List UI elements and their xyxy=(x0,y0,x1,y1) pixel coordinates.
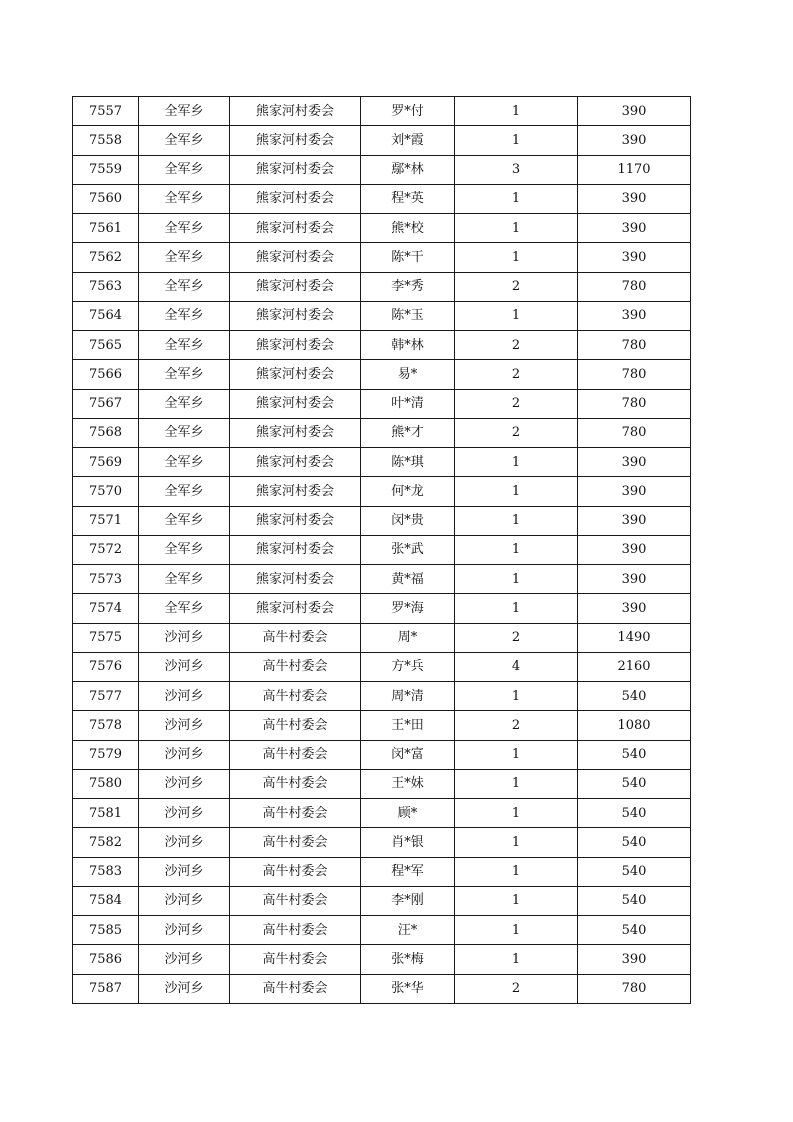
amount-cell: 1080 xyxy=(578,711,691,740)
village-committee-cell: 高牛村委会 xyxy=(230,857,361,886)
amount-cell: 780 xyxy=(578,389,691,418)
household-count-cell: 1 xyxy=(455,740,578,769)
household-count-cell: 1 xyxy=(455,477,578,506)
amount-cell: 390 xyxy=(578,448,691,477)
roster-table xyxy=(72,96,691,1004)
table-row xyxy=(73,477,691,506)
amount-cell: 780 xyxy=(578,360,691,389)
amount-cell: 540 xyxy=(578,886,691,915)
table-row xyxy=(73,652,691,681)
recipient-name-cell: 王*妹 xyxy=(361,769,455,798)
roster-table-body xyxy=(73,97,691,1004)
amount-cell: 1170 xyxy=(578,155,691,184)
record-number-cell: 7559 xyxy=(73,155,139,184)
record-number-cell: 7574 xyxy=(73,594,139,623)
table-row xyxy=(73,974,691,1003)
record-number-cell: 7564 xyxy=(73,301,139,330)
amount-cell: 540 xyxy=(578,916,691,945)
table-row xyxy=(73,448,691,477)
township-cell: 全军乡 xyxy=(139,360,230,389)
record-number-cell: 7567 xyxy=(73,389,139,418)
record-number-cell: 7557 xyxy=(73,97,139,126)
village-committee-cell: 高牛村委会 xyxy=(230,623,361,652)
amount-cell: 780 xyxy=(578,974,691,1003)
recipient-name-cell: 何*龙 xyxy=(361,477,455,506)
township-cell: 沙河乡 xyxy=(139,682,230,711)
recipient-name-cell: 张*梅 xyxy=(361,945,455,974)
record-number-cell: 7561 xyxy=(73,214,139,243)
amount-cell: 390 xyxy=(578,565,691,594)
record-number-cell: 7584 xyxy=(73,886,139,915)
village-committee-cell: 熊家河村委会 xyxy=(230,418,361,447)
recipient-name-cell: 汪* xyxy=(361,916,455,945)
recipient-name-cell: 王*田 xyxy=(361,711,455,740)
village-committee-cell: 熊家河村委会 xyxy=(230,301,361,330)
village-committee-cell: 熊家河村委会 xyxy=(230,448,361,477)
record-number-cell: 7562 xyxy=(73,243,139,272)
table-row xyxy=(73,682,691,711)
household-count-cell: 1 xyxy=(455,828,578,857)
table-row xyxy=(73,828,691,857)
household-count-cell: 1 xyxy=(455,682,578,711)
record-number-cell: 7577 xyxy=(73,682,139,711)
recipient-name-cell: 熊*才 xyxy=(361,418,455,447)
village-committee-cell: 高牛村委会 xyxy=(230,974,361,1003)
record-number-cell: 7578 xyxy=(73,711,139,740)
household-count-cell: 2 xyxy=(455,974,578,1003)
recipient-name-cell: 熊*校 xyxy=(361,214,455,243)
amount-cell: 390 xyxy=(578,243,691,272)
township-cell: 全军乡 xyxy=(139,477,230,506)
township-cell: 沙河乡 xyxy=(139,652,230,681)
village-committee-cell: 高牛村委会 xyxy=(230,652,361,681)
township-cell: 沙河乡 xyxy=(139,799,230,828)
township-cell: 沙河乡 xyxy=(139,740,230,769)
recipient-name-cell: 罗*付 xyxy=(361,97,455,126)
village-committee-cell: 熊家河村委会 xyxy=(230,126,361,155)
record-number-cell: 7587 xyxy=(73,974,139,1003)
table-row xyxy=(73,594,691,623)
household-count-cell: 1 xyxy=(455,565,578,594)
township-cell: 全军乡 xyxy=(139,535,230,564)
village-committee-cell: 熊家河村委会 xyxy=(230,506,361,535)
recipient-name-cell: 黄*福 xyxy=(361,565,455,594)
table-row xyxy=(73,389,691,418)
township-cell: 沙河乡 xyxy=(139,711,230,740)
township-cell: 全军乡 xyxy=(139,155,230,184)
table-row xyxy=(73,711,691,740)
record-number-cell: 7560 xyxy=(73,184,139,213)
record-number-cell: 7585 xyxy=(73,916,139,945)
table-row xyxy=(73,126,691,155)
table-row xyxy=(73,857,691,886)
table-row xyxy=(73,418,691,447)
amount-cell: 390 xyxy=(578,945,691,974)
amount-cell: 390 xyxy=(578,477,691,506)
household-count-cell: 1 xyxy=(455,916,578,945)
record-number-cell: 7583 xyxy=(73,857,139,886)
township-cell: 全军乡 xyxy=(139,184,230,213)
record-number-cell: 7563 xyxy=(73,272,139,301)
household-count-cell: 2 xyxy=(455,711,578,740)
record-number-cell: 7565 xyxy=(73,331,139,360)
table-row xyxy=(73,916,691,945)
household-count-cell: 1 xyxy=(455,535,578,564)
table-row xyxy=(73,214,691,243)
amount-cell: 540 xyxy=(578,740,691,769)
township-cell: 沙河乡 xyxy=(139,886,230,915)
household-count-cell: 2 xyxy=(455,272,578,301)
township-cell: 沙河乡 xyxy=(139,828,230,857)
village-committee-cell: 高牛村委会 xyxy=(230,916,361,945)
household-count-cell: 1 xyxy=(455,448,578,477)
township-cell: 沙河乡 xyxy=(139,857,230,886)
record-number-cell: 7571 xyxy=(73,506,139,535)
table-row xyxy=(73,535,691,564)
village-committee-cell: 高牛村委会 xyxy=(230,740,361,769)
amount-cell: 780 xyxy=(578,331,691,360)
recipient-name-cell: 张*华 xyxy=(361,974,455,1003)
amount-cell: 780 xyxy=(578,418,691,447)
township-cell: 全军乡 xyxy=(139,301,230,330)
amount-cell: 390 xyxy=(578,184,691,213)
village-committee-cell: 熊家河村委会 xyxy=(230,594,361,623)
village-committee-cell: 熊家河村委会 xyxy=(230,360,361,389)
village-committee-cell: 熊家河村委会 xyxy=(230,243,361,272)
township-cell: 全军乡 xyxy=(139,389,230,418)
village-committee-cell: 高牛村委会 xyxy=(230,799,361,828)
amount-cell: 540 xyxy=(578,828,691,857)
table-row xyxy=(73,799,691,828)
recipient-name-cell: 陈*琪 xyxy=(361,448,455,477)
village-committee-cell: 熊家河村委会 xyxy=(230,97,361,126)
record-number-cell: 7575 xyxy=(73,623,139,652)
amount-cell: 390 xyxy=(578,126,691,155)
household-count-cell: 1 xyxy=(455,301,578,330)
recipient-name-cell: 韩*林 xyxy=(361,331,455,360)
table-row xyxy=(73,360,691,389)
household-count-cell: 2 xyxy=(455,418,578,447)
village-committee-cell: 熊家河村委会 xyxy=(230,331,361,360)
township-cell: 沙河乡 xyxy=(139,945,230,974)
table-row xyxy=(73,155,691,184)
amount-cell: 390 xyxy=(578,301,691,330)
record-number-cell: 7576 xyxy=(73,652,139,681)
village-committee-cell: 熊家河村委会 xyxy=(230,272,361,301)
record-number-cell: 7581 xyxy=(73,799,139,828)
amount-cell: 540 xyxy=(578,682,691,711)
recipient-name-cell: 陈*玉 xyxy=(361,301,455,330)
recipient-name-cell: 陈*干 xyxy=(361,243,455,272)
household-count-cell: 1 xyxy=(455,857,578,886)
township-cell: 全军乡 xyxy=(139,565,230,594)
table-row xyxy=(73,184,691,213)
village-committee-cell: 高牛村委会 xyxy=(230,886,361,915)
village-committee-cell: 熊家河村委会 xyxy=(230,155,361,184)
household-count-cell: 1 xyxy=(455,945,578,974)
record-number-cell: 7568 xyxy=(73,418,139,447)
household-count-cell: 1 xyxy=(455,594,578,623)
table-row xyxy=(73,506,691,535)
recipient-name-cell: 鄢*林 xyxy=(361,155,455,184)
record-number-cell: 7569 xyxy=(73,448,139,477)
village-committee-cell: 高牛村委会 xyxy=(230,769,361,798)
household-count-cell: 2 xyxy=(455,331,578,360)
recipient-name-cell: 张*武 xyxy=(361,535,455,564)
household-count-cell: 1 xyxy=(455,126,578,155)
village-committee-cell: 熊家河村委会 xyxy=(230,184,361,213)
township-cell: 全军乡 xyxy=(139,214,230,243)
recipient-name-cell: 李*秀 xyxy=(361,272,455,301)
table-row xyxy=(73,769,691,798)
township-cell: 全军乡 xyxy=(139,594,230,623)
recipient-name-cell: 易* xyxy=(361,360,455,389)
township-cell: 全军乡 xyxy=(139,126,230,155)
township-cell: 沙河乡 xyxy=(139,974,230,1003)
township-cell: 全军乡 xyxy=(139,506,230,535)
record-number-cell: 7558 xyxy=(73,126,139,155)
table-row xyxy=(73,886,691,915)
household-count-cell: 1 xyxy=(455,184,578,213)
amount-cell: 390 xyxy=(578,97,691,126)
household-count-cell: 2 xyxy=(455,623,578,652)
record-number-cell: 7573 xyxy=(73,565,139,594)
amount-cell: 390 xyxy=(578,506,691,535)
village-committee-cell: 高牛村委会 xyxy=(230,945,361,974)
township-cell: 全军乡 xyxy=(139,272,230,301)
amount-cell: 780 xyxy=(578,272,691,301)
recipient-name-cell: 叶*清 xyxy=(361,389,455,418)
recipient-name-cell: 肖*银 xyxy=(361,828,455,857)
township-cell: 全军乡 xyxy=(139,331,230,360)
village-committee-cell: 熊家河村委会 xyxy=(230,565,361,594)
table-row xyxy=(73,331,691,360)
household-count-cell: 1 xyxy=(455,886,578,915)
amount-cell: 390 xyxy=(578,535,691,564)
recipient-name-cell: 闵*富 xyxy=(361,740,455,769)
amount-cell: 390 xyxy=(578,594,691,623)
table-row xyxy=(73,565,691,594)
village-committee-cell: 熊家河村委会 xyxy=(230,477,361,506)
village-committee-cell: 高牛村委会 xyxy=(230,682,361,711)
village-committee-cell: 熊家河村委会 xyxy=(230,389,361,418)
household-count-cell: 2 xyxy=(455,389,578,418)
recipient-name-cell: 程*英 xyxy=(361,184,455,213)
township-cell: 全军乡 xyxy=(139,448,230,477)
amount-cell: 540 xyxy=(578,769,691,798)
recipient-name-cell: 方*兵 xyxy=(361,652,455,681)
table-row xyxy=(73,301,691,330)
table-row xyxy=(73,945,691,974)
recipient-name-cell: 闵*贵 xyxy=(361,506,455,535)
recipient-name-cell: 周* xyxy=(361,623,455,652)
amount-cell: 1490 xyxy=(578,623,691,652)
recipient-name-cell: 周*清 xyxy=(361,682,455,711)
table-row xyxy=(73,623,691,652)
recipient-name-cell: 罗*海 xyxy=(361,594,455,623)
recipient-name-cell: 顾* xyxy=(361,799,455,828)
record-number-cell: 7579 xyxy=(73,740,139,769)
household-count-cell: 1 xyxy=(455,97,578,126)
village-committee-cell: 熊家河村委会 xyxy=(230,214,361,243)
household-count-cell: 4 xyxy=(455,652,578,681)
record-number-cell: 7580 xyxy=(73,769,139,798)
household-count-cell: 1 xyxy=(455,769,578,798)
recipient-name-cell: 刘*霞 xyxy=(361,126,455,155)
recipient-name-cell: 李*刚 xyxy=(361,886,455,915)
household-count-cell: 2 xyxy=(455,360,578,389)
record-number-cell: 7570 xyxy=(73,477,139,506)
amount-cell: 390 xyxy=(578,214,691,243)
record-number-cell: 7572 xyxy=(73,535,139,564)
village-committee-cell: 高牛村委会 xyxy=(230,711,361,740)
township-cell: 全军乡 xyxy=(139,97,230,126)
village-committee-cell: 高牛村委会 xyxy=(230,828,361,857)
household-count-cell: 3 xyxy=(455,155,578,184)
table-row xyxy=(73,272,691,301)
household-count-cell: 1 xyxy=(455,799,578,828)
recipient-name-cell: 程*军 xyxy=(361,857,455,886)
household-count-cell: 1 xyxy=(455,214,578,243)
table-row xyxy=(73,740,691,769)
village-committee-cell: 熊家河村委会 xyxy=(230,535,361,564)
record-number-cell: 7582 xyxy=(73,828,139,857)
amount-cell: 540 xyxy=(578,857,691,886)
amount-cell: 2160 xyxy=(578,652,691,681)
table-row xyxy=(73,97,691,126)
table-row xyxy=(73,243,691,272)
township-cell: 全军乡 xyxy=(139,243,230,272)
township-cell: 沙河乡 xyxy=(139,769,230,798)
household-count-cell: 1 xyxy=(455,243,578,272)
record-number-cell: 7586 xyxy=(73,945,139,974)
township-cell: 沙河乡 xyxy=(139,623,230,652)
township-cell: 沙河乡 xyxy=(139,916,230,945)
record-number-cell: 7566 xyxy=(73,360,139,389)
township-cell: 全军乡 xyxy=(139,418,230,447)
amount-cell: 540 xyxy=(578,799,691,828)
household-count-cell: 1 xyxy=(455,506,578,535)
